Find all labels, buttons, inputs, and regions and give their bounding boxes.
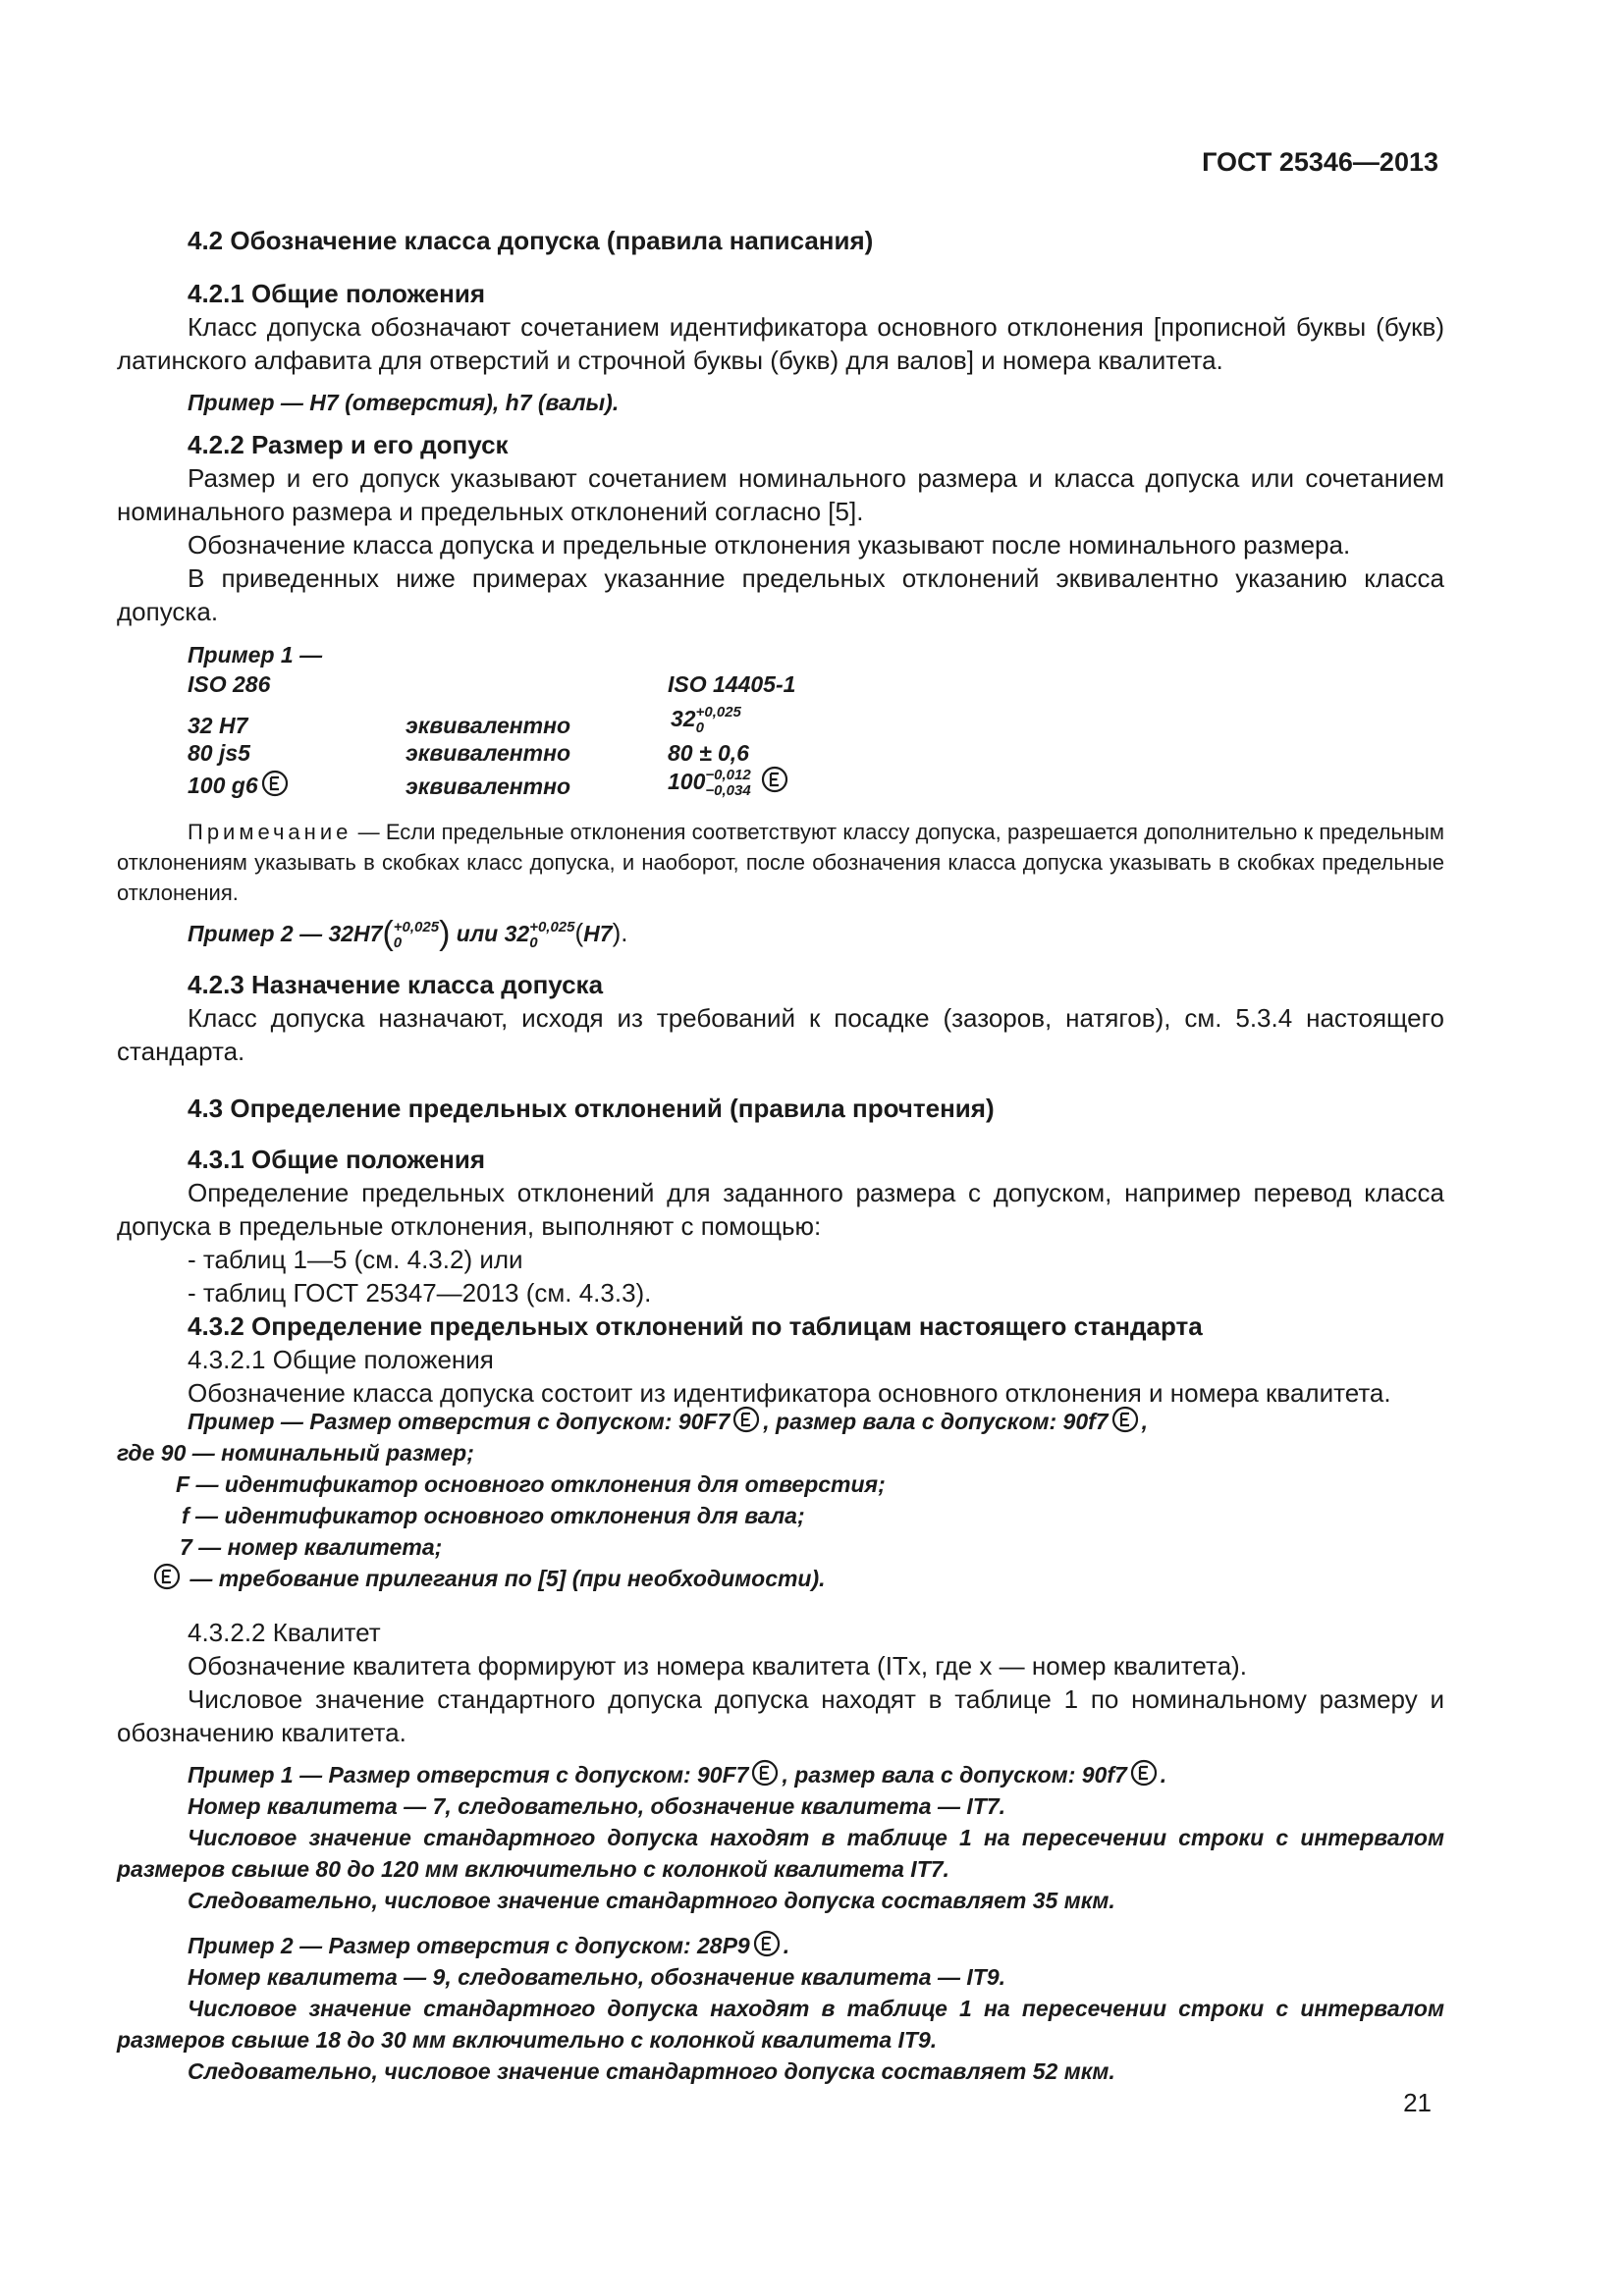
row2-left: 80 js5: [188, 740, 250, 766]
example-2-b-class: H7: [583, 921, 613, 946]
row3-left: [188, 770, 292, 799]
section-4-3: [117, 1092, 1444, 1125]
row1-mid: эквивалентно: [406, 713, 571, 738]
example-def-b: , размер вала с допуском: 90f7: [763, 1409, 1109, 1434]
quality-ex1-l2: Номер квалитета — 7, следовательно, обозначение квалитета — IT7.: [188, 1793, 1005, 1819]
section-4-3-2-1-text: Обозначение класса допуска состоит из идентификатора основного отклонения и номера квалитета.: [188, 1378, 1391, 1408]
section-4-2-2: [117, 428, 1444, 628]
row3-right-sup: −0,012: [705, 766, 751, 783]
envelope-requirement-icon: [261, 770, 289, 797]
row3-left-text: 100 g6: [188, 773, 258, 798]
row3-mid: эквивалентно: [406, 774, 571, 799]
where-shaft: f — идентификатор основного отклонения для вала;: [182, 1503, 805, 1528]
row1-left: 32 H7: [188, 713, 248, 738]
section-4-3-2-2-p2: Числовое значение стандартного допуска допуска находят в таблице 1 по номинальному размеру и обозначению квалитета.: [117, 1684, 1444, 1747]
quality-ex2-l1a: Пример 2 — Размер отверстия с допуском: 28P9: [188, 1933, 750, 1958]
quality-ex1-l4: Следовательно, числовое значение стандартного допуска составляет 35 мкм.: [188, 1888, 1115, 1913]
row1-right-base: 32: [671, 706, 696, 732]
quality-ex1-l1c: .: [1160, 1762, 1167, 1788]
row3-right: [668, 766, 791, 799]
example-definitions: [117, 1406, 1444, 1594]
example-def-c: ,: [1141, 1409, 1148, 1434]
section-4-2-title: 4.2 Обозначение класса допуска (правила написания): [188, 226, 874, 255]
section-4-2-2-p2: Обозначение класса допуска и предельные отклонения указывают после номинального размера.: [188, 530, 1351, 560]
envelope-requirement-icon: [751, 1759, 779, 1787]
example-2-b-base: 32: [504, 921, 530, 946]
section-4-3-title: 4.3 Определение предельных отклонений (правила прочтения): [188, 1094, 995, 1123]
section-4-3-2-title: 4.3.2 Определение предельных отклонений по таблицам настоящего стандарта: [188, 1311, 1203, 1341]
section-4-2-1-title: 4.2.1 Общие положения: [188, 279, 485, 308]
envelope-requirement-icon: [761, 766, 788, 793]
section-4-2: [117, 224, 1444, 257]
col-header-iso-14405: ISO 14405-1: [668, 671, 796, 697]
document-id: ГОСТ 25346—2013: [1202, 147, 1438, 177]
section-4-2-1: [117, 277, 1444, 377]
section-4-3-1-title: 4.3.1 Общие положения: [188, 1145, 485, 1174]
section-4-3-1-item-2: - таблиц ГОСТ 25347—2013 (см. 4.3.3).: [188, 1278, 652, 1308]
note-label: Примечание: [188, 820, 352, 844]
where-nominal: где 90 — номинальный размер;: [117, 1440, 474, 1466]
section-4-2-1-text: Класс допуска обозначают сочетанием идентификатора основного отклонения [прописной буквы (букв) латинского алфавита для отверстий и строчной буквы (букв) для валов] и номера квалитета.: [117, 312, 1444, 375]
note-text: — Если предельные отклонения соответствуют классу допуска, разрешается дополнительно к предельным отклонениям указывать в скобках класс допуска, и наоборот, после обозначения класса допуска указывать в скобках предельные отклонения.: [117, 820, 1444, 905]
section-4-3-2-1-title: 4.3.2.1 Общие положения: [188, 1345, 494, 1374]
section-4-3-2-2-title: 4.3.2.2 Квалитет: [188, 1618, 381, 1647]
where-envelope: — требование прилегания по [5] (при необходимости).: [184, 1566, 826, 1591]
example-2-or: или: [456, 921, 499, 946]
envelope-requirement-icon: [1111, 1406, 1139, 1433]
quality-ex1-l1b: , размер вала с допуском: 90f7: [782, 1762, 1127, 1788]
row1-right-sup: +0,025: [695, 704, 741, 721]
section-4-3-2-2-p1: Обозначение квалитета формируют из номера квалитета (ITx, где x — номер квалитета).: [188, 1651, 1247, 1681]
section-4-2-2-title: 4.2.2 Размер и его допуск: [188, 430, 509, 459]
quality-ex1-l3: Числовое значение стандартного допуска находят в таблице 1 на пересечении строки с интервалом размеров свыше 80 до 120 мм включительно с колонкой квалитета IT7.: [117, 1825, 1444, 1882]
quality-ex2-l1b: .: [783, 1933, 790, 1958]
quality-ex1-l1a: Пример 1 — Размер отверстия с допуском: 90F7: [188, 1762, 749, 1788]
example-h7: [117, 387, 1444, 418]
quality-example-1: [117, 1759, 1444, 1916]
example-2-a-sup: +0,025: [393, 918, 440, 935]
page-number: 21: [1403, 2088, 1432, 2117]
row1-right-sub: 0: [695, 720, 704, 736]
quality-ex2-l4: Следовательно, числовое значение стандартного допуска составляет 52 мкм.: [188, 2058, 1115, 2084]
envelope-requirement-icon: [753, 1930, 781, 1957]
row2-right: 80 ± 0,6: [668, 740, 749, 766]
section-4-2-3-title: 4.2.3 Назначение класса допуска: [188, 970, 604, 999]
row3-right-base: 100: [668, 769, 706, 794]
section-4-3-1-text: Определение предельных отклонений для заданного размера с допуском, например перевод класса допуска в предельные отклонения, выполняют с помощью:: [117, 1178, 1444, 1241]
section-4-2-2-p1: Размер и его допуск указывают сочетанием номинального размера и класса допуска или сочетанием номинального размера и предельных отклонений согласно [5].: [117, 463, 1444, 526]
section-4-3-1: [117, 1143, 1444, 1410]
where-grade: 7 — номер квалитета;: [180, 1534, 443, 1560]
example-2-a-base: 32H7: [328, 921, 383, 946]
quality-ex2-l3: Числовое значение стандартного допуска находят в таблице 1 на пересечении строки с интервалом размеров свыше 18 до 30 мм включительно с колонкой квалитета IT9.: [117, 1996, 1444, 2053]
example-2-b-sub: 0: [529, 934, 538, 951]
quality-example-2: [117, 1930, 1444, 2087]
example-2: Пример 2 — 32H7( +0,025 0 ) или 32 +0,025 0 (H7).: [188, 915, 628, 952]
example-h7-text: Пример — H7 (отверстия), h7 (валы).: [188, 390, 620, 415]
note: [117, 817, 1444, 908]
section-4-2-3: [117, 968, 1444, 1068]
envelope-requirement-icon: [153, 1563, 181, 1590]
example-1-label: Пример 1 —: [188, 642, 323, 667]
example-2-prefix: Пример 2 —: [188, 921, 329, 946]
section-4-3-2-2: [117, 1616, 1444, 1749]
example-2-a-sub: 0: [393, 934, 403, 951]
quality-ex2-l2: Номер квалитета — 9, следовательно, обозначение квалитета — IT9.: [188, 1964, 1005, 1990]
envelope-requirement-icon: [1130, 1759, 1158, 1787]
section-4-2-2-p3: В приведенных ниже примерах указанние предельных отклонений эквивалентно указанию класса допуска.: [117, 563, 1444, 626]
example-2-b-sup: +0,025: [529, 918, 575, 935]
row1-right: [671, 705, 741, 736]
example-def-a: Пример — Размер отверстия с допуском: 90F7: [188, 1409, 731, 1434]
row3-right-sub: −0,034: [705, 781, 751, 799]
envelope-requirement-icon: [732, 1406, 760, 1433]
where-hole: F — идентификатор основного отклонения для отверстия;: [176, 1471, 886, 1497]
section-4-3-1-item-1: - таблиц 1—5 (см. 4.3.2) или: [188, 1245, 523, 1274]
col-header-iso-286: ISO 286: [188, 671, 271, 697]
row2-mid: эквивалентно: [406, 740, 571, 766]
section-4-2-3-text: Класс допуска назначают, исходя из требований к посадке (зазоров, натягов), см. 5.3.4 настоящего стандарта.: [117, 1003, 1444, 1066]
